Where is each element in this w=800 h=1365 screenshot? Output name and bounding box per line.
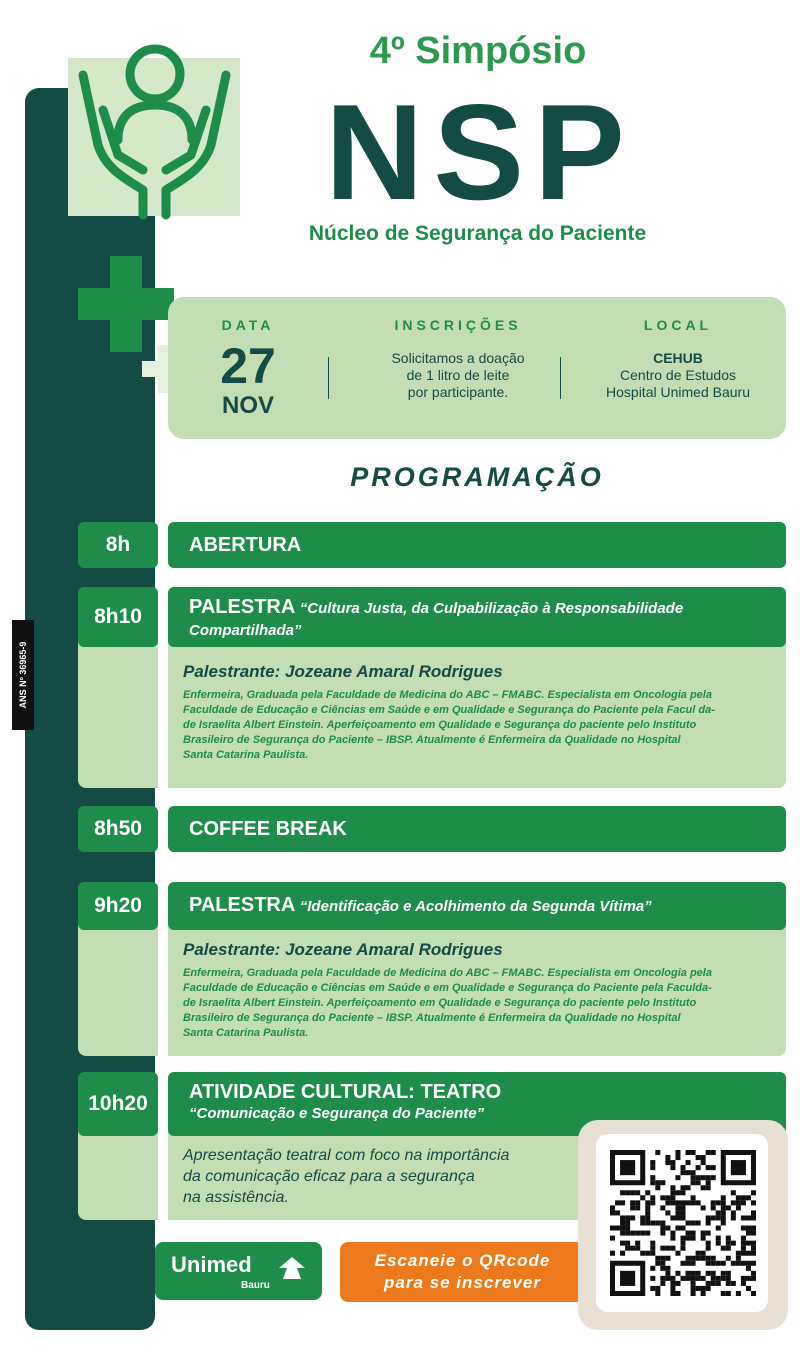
activity-description: Apresentação teatral com foco na importância da comunicação eficaz para a segurança na assistência. (183, 1147, 510, 1206)
registration-label: INSCRIÇÕES (394, 317, 522, 333)
brand-city: Bauru (241, 1280, 270, 1291)
speaker-bio: Enfermeira, Graduada pela Faculdade de Medicina do ABC – FMABC. Especialista em Oncologia pela Faculdade de Educação e Ciências em Saúde e em Qualidade e Segurança do Paciente pela Faculda- de Israelita Albert Einstein. Aperfeiçoamento em Qualidade e Segurança do paciente pelo Instituto Brasileiro de Segurança do Paciente – IBSP. Atualmente é Enfermeira da Qualidade no Hospital Santa Catarina Paulista. (183, 967, 712, 1039)
edition-title: 4º Simpósio (369, 30, 587, 72)
time-slot: 8h10 (78, 587, 158, 647)
ans-registration-badge: ANS Nº 36965-9 (12, 620, 34, 730)
location-text: CEHUB Centro de Estudos Hospital Unimed Bauru (606, 350, 750, 400)
panel-gap (158, 1130, 168, 1220)
speaker-bio: Enfermeira, Graduada pela Faculdade de Medicina do ABC – FMABC. Especialista em Oncologia pela Faculdade de Educação e Ciências em Saúde e em Qualidade e Segurança do Paciente pela Facul da- de Israelita Albert Einstein. Aperfeiçoamento em Qualidade e Segurança do paciente pelo Instituto Brasileiro de Segurança do Paciente – IBSP. Atualmente é Enfermeira da Qualidade no Hospital Santa Catarina Paulista. (183, 689, 715, 761)
speaker-name: Palestrante: Jozeane Amaral Rodrigues (183, 662, 503, 681)
unimed-tree-icon (279, 1257, 305, 1279)
registration-text: Solicitamos a doação de 1 litro de leite por participante. (391, 350, 525, 400)
caring-hands-icon (58, 30, 248, 225)
brand-name: Unimed (171, 1252, 252, 1277)
unimed-logo (155, 1242, 322, 1300)
plus-cross-icon (78, 256, 174, 352)
time-slot: 10h20 (78, 1072, 158, 1136)
divider (328, 357, 329, 399)
qr-code-icon[interactable] (610, 1150, 756, 1296)
schedule-item-talk-2: PALESTRA “Identificação e Acolhimento da Segunda Vítima” (168, 882, 786, 930)
program-heading: PROGRAMAÇÃO (350, 462, 604, 492)
schedule-item-opening: ABERTURA (168, 522, 786, 568)
event-acronym: NSP (325, 76, 635, 228)
schedule-item-coffee-break: COFFEE BREAK (168, 806, 786, 852)
speaker-name: Palestrante: Jozeane Amaral Rodrigues (183, 940, 503, 959)
schedule-item-talk-1: PALESTRA “Cultura Justa, da Culpabilização à Responsabilidade Compartilhada” (168, 587, 786, 647)
event-subtitle: Núcleo de Segurança do Paciente (308, 222, 647, 245)
time-slot: 8h50 (78, 806, 158, 852)
panel-gap (158, 640, 168, 788)
time-slot: 9h20 (78, 882, 158, 930)
time-slot: 8h (78, 522, 158, 568)
location-label: LOCAL (643, 317, 713, 333)
schedule-item-theater: ATIVIDADE CULTURAL: TEATRO “Comunicação e Segurança do Paciente” (168, 1072, 786, 1136)
qr-code-frame (578, 1120, 788, 1330)
date-day: 27 (220, 338, 276, 394)
date-label: DATA (221, 317, 275, 333)
date-month: NOV (221, 392, 274, 419)
qr-cta-banner: Escaneie o QRcode para se inscrever (340, 1242, 585, 1302)
divider (560, 357, 561, 399)
panel-gap (158, 924, 168, 1056)
qr-code-area (596, 1134, 768, 1312)
event-info-card (168, 297, 786, 439)
